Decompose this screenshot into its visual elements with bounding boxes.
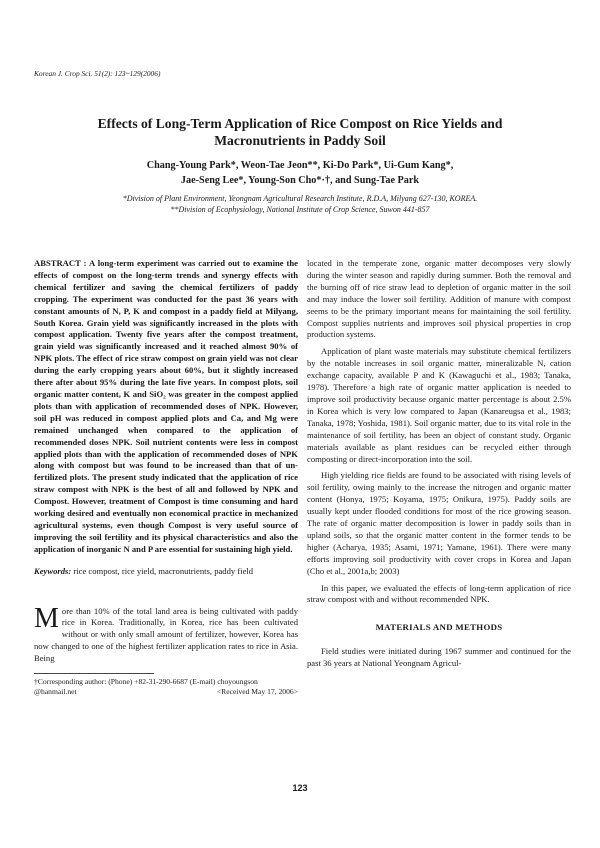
keywords-text: rice compost, rice yield, macronutrients, paddy field <box>71 565 254 576</box>
author-list <box>40 158 560 188</box>
title-line-2: Macronutrients in Paddy Soil <box>214 133 386 148</box>
received-date: <Received May 17, 2006> <box>216 687 298 697</box>
paragraph: In this paper, we evaluated the effects of long-term application of rice straw compost with and without recommended NPK. <box>307 582 571 605</box>
title-line-1: Effects of Long-Term Application of Rice Compost on Rice Yields and <box>97 116 503 131</box>
footnote-line-1: †Corresponding author: (Phone) +82-31-290-6687 (E-mail) choyoungson <box>34 677 258 687</box>
abstract-text: A long-term experiment was carried out to examine the effects of compost on the long-term trends and synergy effects with chemical fertilizer and saving the chemical fertilizers of paddy cropping. The experiment was conducted for the past 36 years with constant amounts of N, P, K and compost in a paddy field at Milyang, South Korea. Grain yield was significantly increased in the plots with compost application. Twenty five years after the compost treatment, grain yield was significantly increased and it reached almost 90% of NPK plots. The effect of rice straw compost on grain yield was not clear during the early cropping years about 60%, but it slightly increased there after about 95% during the late five years. In compost plots, soil organic matter content, K and SiO₂ was greater in the compost applied plots than with application of recommended doses of NPK. However, soil pH was reduced in compost applied plots and Ca, and Mg were remained unchanged when compared to the application of recommended doses NPK. Soil nutrient contents were less in compost applied plots than with the application of recommended doses of NPK along with compost but was found to be increased than that of un-fertilized plots. The present study indicated that the application of rice straw compost with NPK is the best of all and followed by NPK and Compost. However, treatment of Compost is time consuming and hard working desired and eventually non economical practice in mechanized agricultural systems, even though Compost is very useful source of improving the soil fertility and its physical characteristics and also the application of inorganic N and P are essential for sustaining high yield. <box>34 258 298 554</box>
affiliations <box>40 193 560 215</box>
paragraph: Application of plant waste materials may substitute chemical fertilizers by the notable increases in soil organic matter, mineralizable N, cation exchange capacity, available P and K (Kawaguchi et al., 1983; Tanaka, 1978). Therefore a high rate of organic matter application is needed to improve soil productivity because organic matter percentage is about 2.5% in Korea which is very low compared to Japan (Kanareugsa et al., 1983; Tanaka, 1978; Yoshida, 1981). Soil organic matter, due to its vital role in the maintenance of soil fertility, has been an object of constant study. Organic materials available as plant residues can be recycled either through composting or direct-incorporation into the soil. <box>307 346 571 464</box>
abstract-label: ABSTRACT : <box>34 258 87 268</box>
affiliation-line-2: **Division of Ecophysiology, National Institute of Crop Science, Suwon 441-857 <box>170 205 430 214</box>
intro-text: ore than 10% of the total land area is being cultivated with paddy rice in Korea. Traditionally, in Korea, rice has been cultivated without or with only small amount of fertilizer, however, Korea has now changed to one of the highest fertilizer application rates to rice in Asia. Being <box>34 605 298 664</box>
paragraph: Field studies were initiated during 1967 summer and continued for the past 36 years at National Yeongnam Agricul- <box>307 646 571 669</box>
right-column <box>307 258 571 675</box>
paper-title <box>40 115 560 149</box>
introduction <box>34 602 298 666</box>
abstract <box>34 258 298 556</box>
affiliation-line-1: *Division of Plant Environment, Yeongnam Agricultural Research Institute, R.D.A, Milyang 627-130, KOREA. <box>122 194 478 203</box>
keywords <box>34 566 298 578</box>
drop-cap: M <box>34 602 59 634</box>
footnote-email: @hanmail.net <box>34 687 77 697</box>
footnote <box>34 677 298 697</box>
section-heading: MATERIALS AND METHODS <box>375 622 503 633</box>
keywords-label: Keywords: <box>34 565 72 576</box>
page-number: 123 <box>292 783 308 793</box>
paragraph: located in the temperate zone, organic matter decomposes very slowly during the winter season and rapidly during summer. Both the removal and the burning off of rice straw lead to depletion of organic matter in the soil and may induce the lower soil fertility. Addition of manure with compost seems to be the primary important means for maintaining the soil fertility. Compost supplies nutrients and improves soil physical properties in crop production systems. <box>307 258 571 340</box>
authors-line-2: Jae-Seng Lee*, Young-Son Cho*·†, and Sung-Tae Park <box>180 175 420 186</box>
left-column <box>34 258 298 697</box>
paragraph: High yielding rice fields are found to be associated with rising levels of soil fertility, owing mainly to the increase the nitrogen and organic matter content (Honya, 1975; Koyama, 1975; Onikura, 1975). Paddy soils are usually kept under flooded conditions for most of the rice growing season. The rate of organic matter decomposition is lower in paddy soils than in upland soils, so that the organic matter content in the former tends to be higher (Acharya, 1935; Asami, 1971; Yamane, 1961). There were many efforts improving soil productivity with cover crops in Korea and Japan (Cho et al., 2001a,b; 2003) <box>307 470 571 576</box>
authors-line-1: Chang-Young Park*, Weon-Tae Jeon**, Ki-Do Park*, Ui-Gum Kang*, <box>146 160 454 171</box>
footnote-rule <box>34 673 154 674</box>
journal-citation: Korean J. Crop Sci. 51(2): 123~129(2006) <box>34 69 161 78</box>
